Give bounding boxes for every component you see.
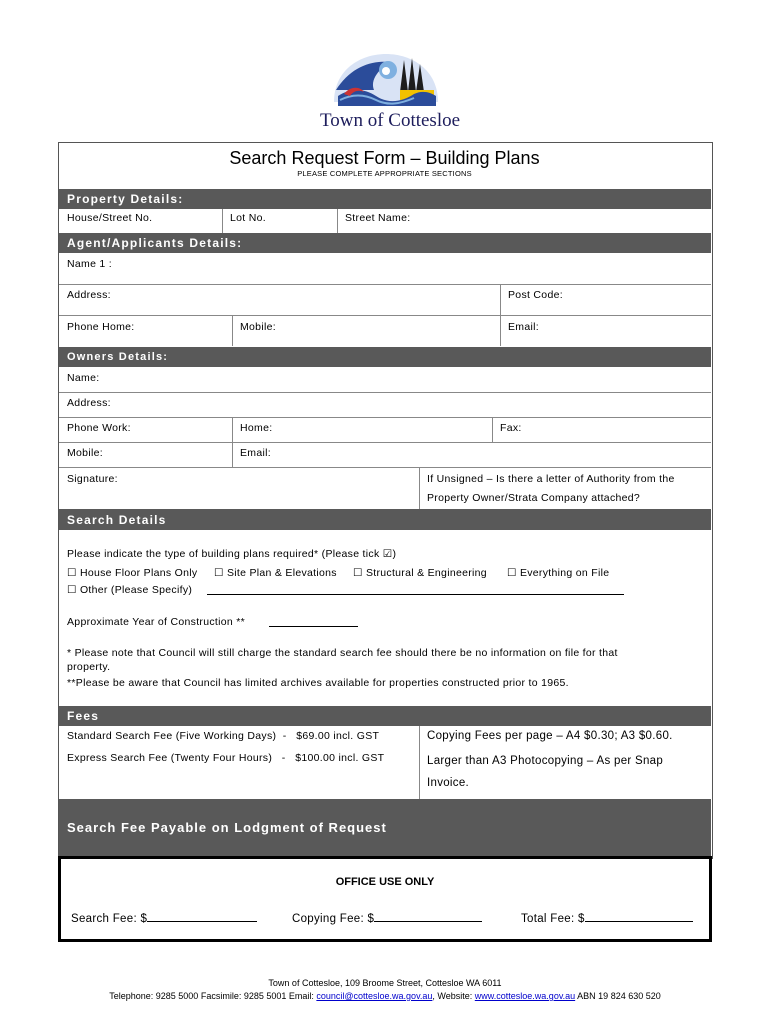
fees-heading: Fees <box>59 706 711 726</box>
org-name: Town of Cottesloe <box>319 110 461 131</box>
town-logo-icon <box>330 50 442 110</box>
search-details-heading: Search Details <box>59 509 711 530</box>
office-copying-fee: Copying Fee: $ <box>292 910 482 925</box>
search-note-1b: property. <box>67 661 111 673</box>
divider <box>419 726 420 799</box>
express-fee: Express Search Fee (Twenty Four Hours) - $100.00 incl. GST <box>67 752 385 764</box>
option-other[interactable] <box>67 584 192 596</box>
larger-copying-line2: Invoice. <box>427 777 470 789</box>
checkbox-icon[interactable]: ☐ <box>214 567 224 579</box>
divider <box>232 315 233 346</box>
divider <box>337 209 338 233</box>
street-name-label: Street Name: <box>345 212 411 224</box>
owner-fax-label: Fax: <box>500 422 522 434</box>
copying-fee-info: Copying Fees per page – A4 $0.30; A3 $0.60. <box>427 730 673 742</box>
divider <box>419 467 420 509</box>
owner-address-label: Address: <box>67 397 111 409</box>
office-total-fee: Total Fee: $ <box>521 910 693 925</box>
agent-mobile-label: Mobile: <box>240 321 276 333</box>
option-site-plan[interactable] <box>214 567 337 579</box>
divider <box>59 315 711 316</box>
divider <box>59 284 711 285</box>
unsigned-question-line1: If Unsigned – Is there a letter of Authority from the <box>427 473 675 485</box>
owner-email-label: Email: <box>240 447 271 459</box>
option-label: Structural & Engineering <box>365 567 487 579</box>
divider <box>59 442 711 443</box>
divider <box>59 467 711 468</box>
larger-copying-line1: Larger than A3 Photocopying – As per Snap <box>427 755 664 767</box>
owner-signature-label: Signature: <box>67 473 118 485</box>
form-instruction: PLEASE COMPLETE APPROPRIATE SECTIONS <box>297 169 472 178</box>
option-label: Other (Please Specify) <box>79 584 193 596</box>
office-use-title: OFFICE USE ONLY <box>335 876 435 888</box>
option-label: Site Plan & Elevations <box>226 567 337 579</box>
agent-phone-home-label: Phone Home: <box>67 321 135 333</box>
unsigned-question-line2: Property Owner/Strata Company attached? <box>427 492 641 504</box>
year-construction-line[interactable] <box>269 626 358 627</box>
office-use-box <box>58 856 712 942</box>
divider <box>222 209 223 233</box>
option-label: House Floor Plans Only <box>79 567 198 579</box>
checkbox-icon[interactable]: ☐ <box>67 567 77 579</box>
footer-website-link[interactable]: www.cottesloe.wa.gov.au <box>474 991 576 1001</box>
copying-fee-line[interactable] <box>374 910 482 922</box>
agent-name-label: Name 1 : <box>67 258 112 270</box>
option-house-floor-plans[interactable] <box>67 567 197 579</box>
checkbox-icon[interactable]: ☐ <box>353 567 363 579</box>
footer-address: Town of Cottesloe, 109 Broome Street, Cottesloe WA 6011 <box>268 978 502 988</box>
property-details-heading: Property Details: <box>59 189 711 209</box>
form-title: Search Request Form – Building Plans <box>229 148 540 168</box>
search-fee-line[interactable] <box>147 910 257 922</box>
fee-payable-banner: Search Fee Payable on Lodgment of Request <box>59 799 711 856</box>
total-fee-line[interactable] <box>585 910 693 922</box>
option-everything[interactable] <box>507 567 609 579</box>
search-note-2: **Please be aware that Council has limited archives available for properties constructed prior to 1965. <box>67 677 569 689</box>
agent-address-label: Address: <box>67 289 111 301</box>
agent-email-label: Email: <box>508 321 539 333</box>
office-search-fee: Search Fee: $ <box>71 910 257 925</box>
house-street-label: House/Street No. <box>67 212 153 224</box>
standard-fee: Standard Search Fee (Five Working Days) - $69.00 incl. GST <box>67 730 380 742</box>
owner-home-label: Home: <box>240 422 273 434</box>
search-note-1: * Please note that Council will still charge the standard search fee should there be no information on file for that <box>67 647 618 659</box>
footer-email-link[interactable]: council@cottesloe.wa.gov.au <box>316 991 433 1001</box>
divider <box>59 392 711 393</box>
option-structural[interactable] <box>353 567 487 579</box>
lot-no-label: Lot No. <box>230 212 266 224</box>
plan-type-instruction: Please indicate the type of building plans required* (Please tick ☑) <box>67 548 397 560</box>
other-specify-line[interactable] <box>207 594 624 595</box>
year-construction-label: Approximate Year of Construction ** <box>67 616 246 628</box>
owner-name-label: Name: <box>67 372 100 384</box>
option-label: Everything on File <box>519 567 610 579</box>
agent-details-heading: Agent/Applicants Details: <box>59 233 711 253</box>
checkbox-icon[interactable]: ☐ <box>67 584 77 596</box>
divider <box>492 417 493 442</box>
owner-mobile-label: Mobile: <box>67 447 103 459</box>
footer-contact: Telephone: 9285 5000 Facsimile: 9285 5001 Email: council@cottesloe.wa.gov.au, Website: www.cottesloe.wa.gov.au ABN 19 824 630 520 <box>109 991 661 1001</box>
owners-details-heading: Owners Details: <box>59 347 711 367</box>
owner-phone-work-label: Phone Work: <box>67 422 131 434</box>
divider <box>59 417 711 418</box>
agent-postcode-label: Post Code: <box>508 289 563 301</box>
checkbox-icon[interactable]: ☐ <box>507 567 517 579</box>
